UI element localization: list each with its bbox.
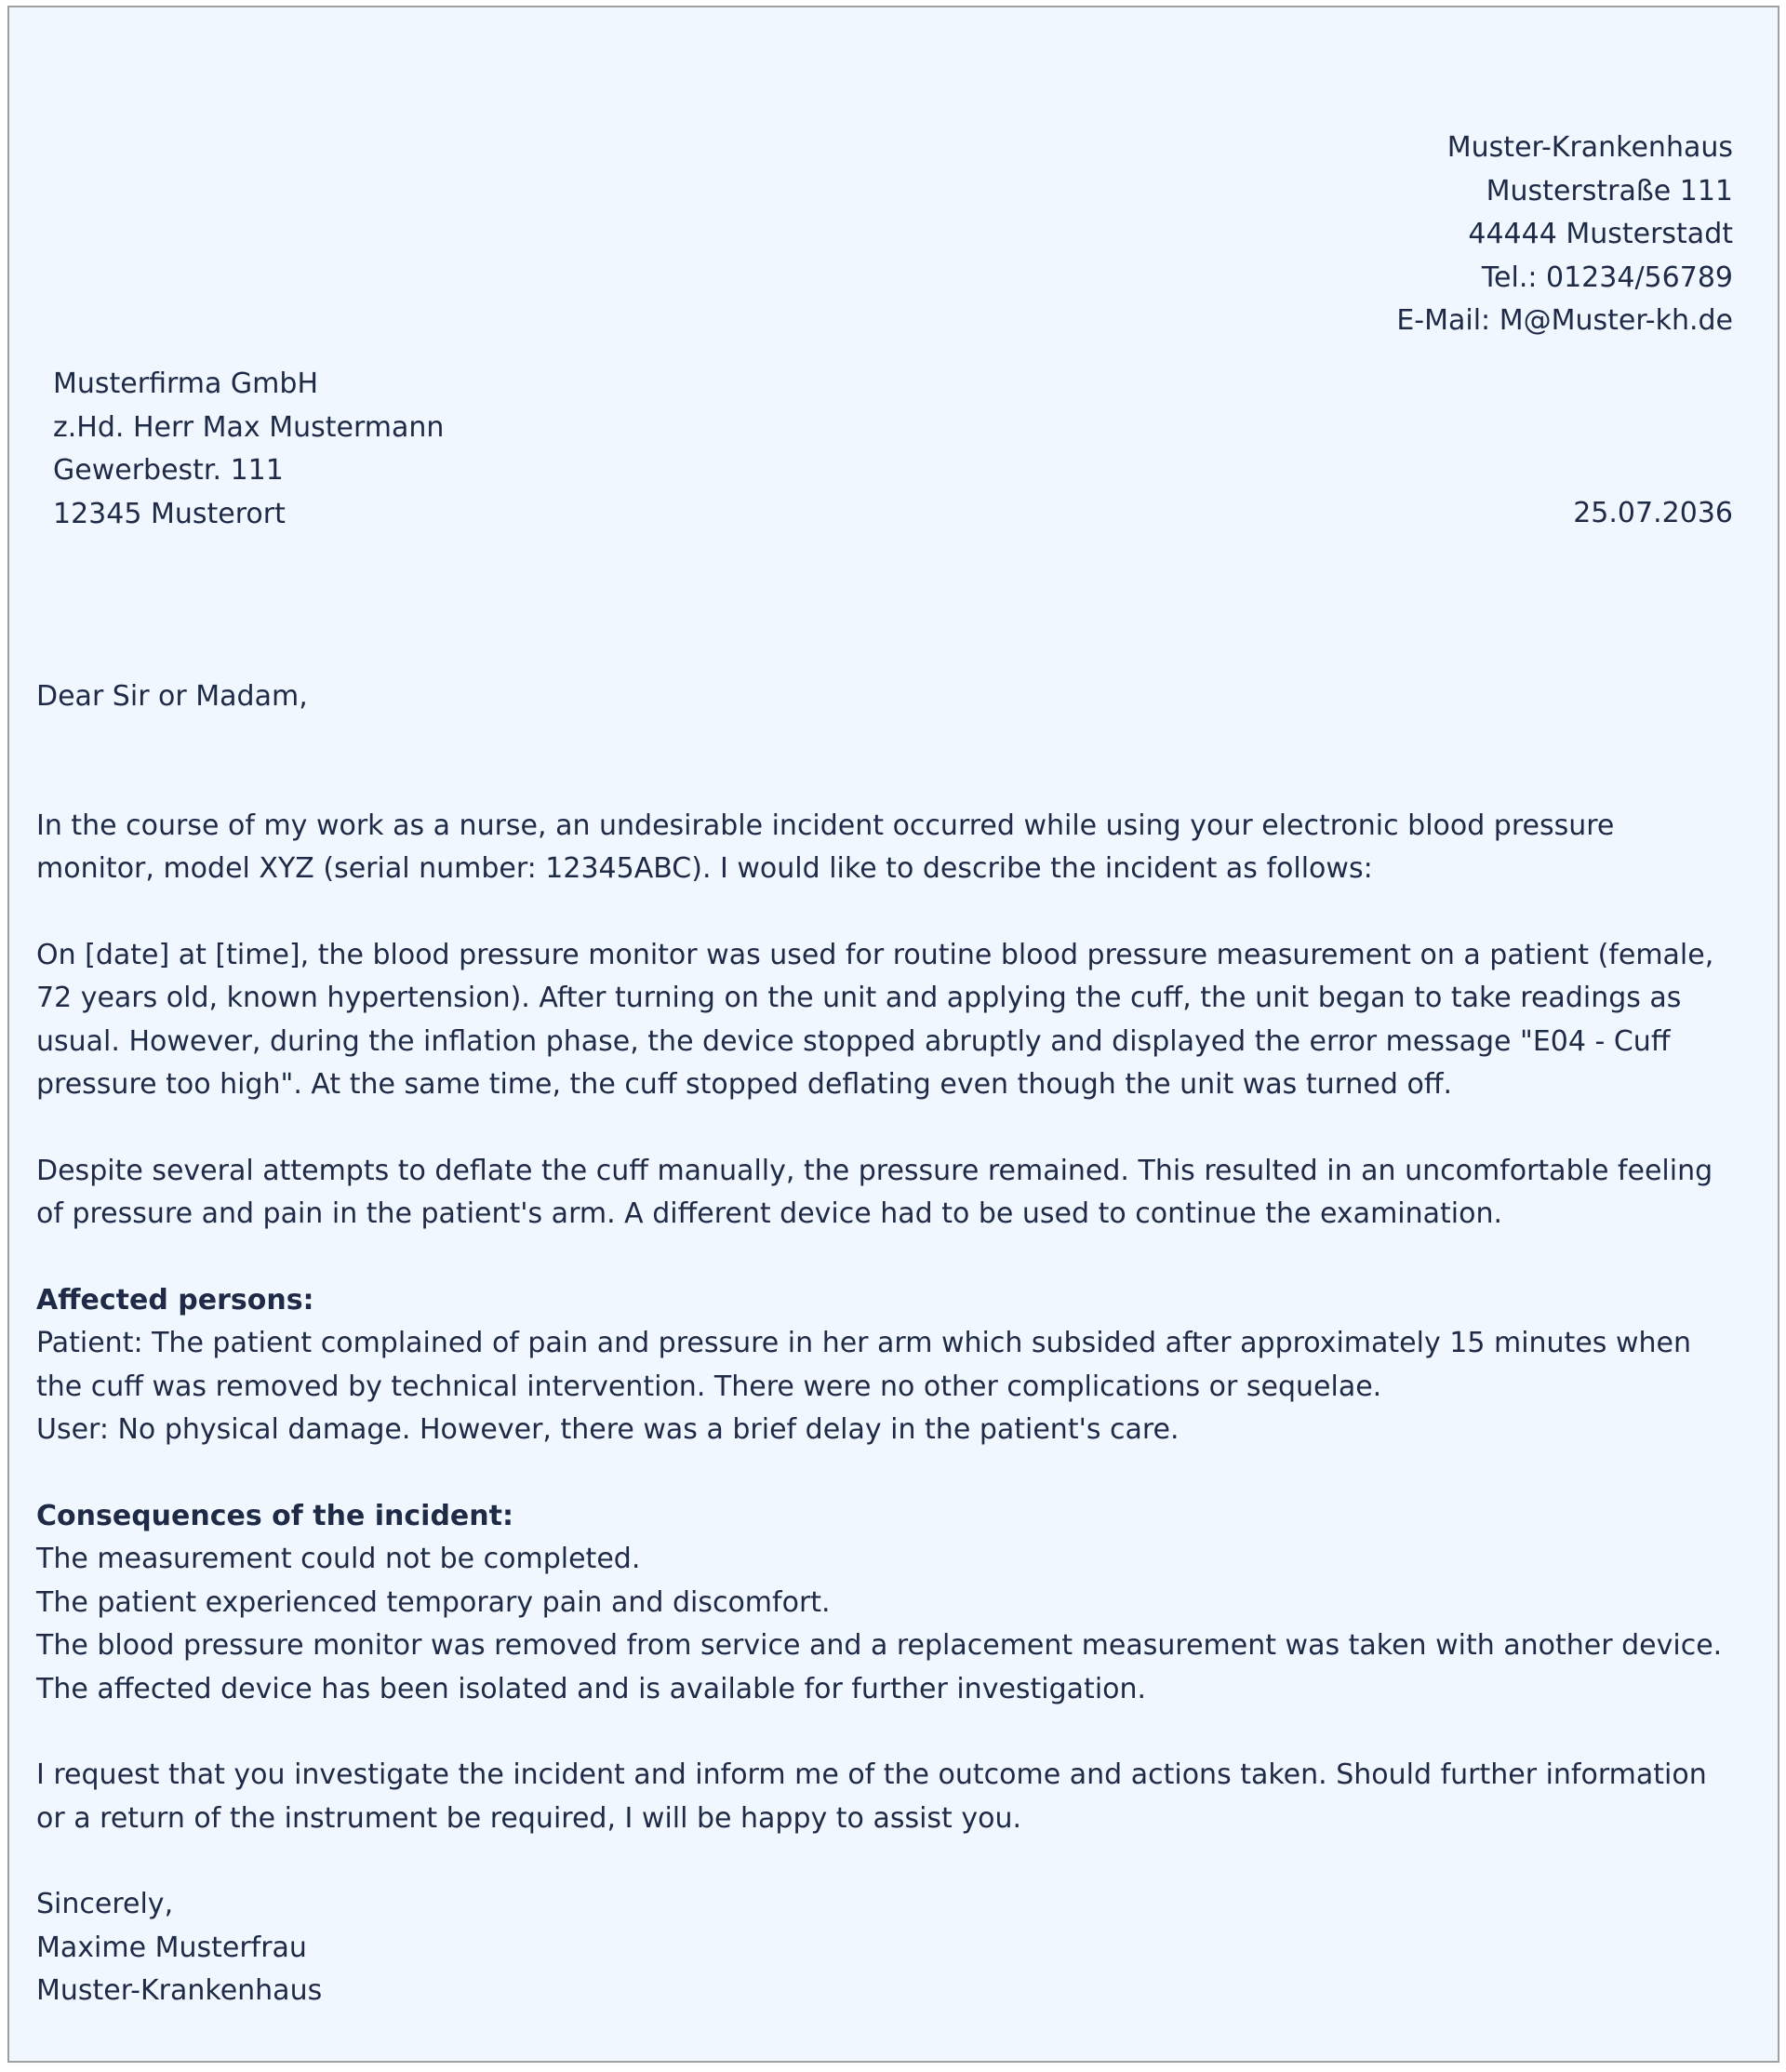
intro-paragraph (36, 805, 1761, 891)
letter-page (7, 6, 1779, 2063)
sender-phone: Tel.: 01234/56789 (1481, 261, 1733, 294)
sender-street: Musterstraße 111 (1486, 174, 1733, 207)
consequences-section (36, 1495, 1761, 1712)
affected-line: User: No physical damage. However, there was a brief delay in the patient's care. (36, 1413, 1180, 1446)
sender-address (1396, 127, 1733, 343)
affected-line: the cuff was removed by technical intervention. There were no other complications or sequelae. (36, 1370, 1382, 1403)
closing-phrase: Sincerely, (36, 1888, 174, 1920)
affected-line: Patient: The patient complained of pain and pressure in her arm which subsided after approximately 15 minutes when (36, 1327, 1691, 1359)
recipient-street: Gewerbestr. 111 (53, 454, 284, 487)
description-line: On [date] at [time], the blood pressure monitor was used for routine blood pressure measurement on a patient (female, (36, 938, 1714, 971)
affected-section (36, 1279, 1761, 1452)
signatory-organization: Muster-Krankenhaus (36, 1974, 323, 2007)
signatory-name: Maxime Musterfrau (36, 1931, 307, 1964)
description-line: pressure too high". At the same time, the cuff stopped deflating even though the unit was turned off. (36, 1068, 1453, 1101)
description-line: 72 years old, known hypertension). After turning on the unit and applying the cuff, the unit began to take readings as (36, 982, 1682, 1014)
letter-body (36, 675, 1761, 2013)
description-line: usual. However, during the inflation phase, the device stopped abruptly and displayed the error message "E04 - Cuff (36, 1024, 1671, 1058)
letter-date: 25.07.2036 (1573, 497, 1733, 529)
request-paragraph (36, 1754, 1761, 1840)
consequences-heading: Consequences of the incident: (36, 1499, 513, 1532)
recipient-company: Musterfirma GmbH (53, 368, 318, 400)
recipient-attention: z.Hd. Herr Max Mustermann (53, 410, 445, 444)
sender-email: E-Mail: M@Muster-kh.de (1396, 304, 1733, 337)
request-line: I request that you investigate the incident and inform me of the outcome and actions taken. Should further information (36, 1758, 1707, 1791)
attempts-line: of pressure and pain in the patient's arm. A different device had to be used to continue the examination. (36, 1197, 1503, 1230)
salutation: Dear Sir or Madam, (36, 680, 308, 713)
description-paragraph (36, 934, 1761, 1107)
affected-heading: Affected persons: (36, 1283, 314, 1317)
recipient-city: 12345 Musterort (53, 497, 286, 530)
intro-line: In the course of my work as a nurse, an undesirable incident occurred while using your electronic blood pressure (36, 809, 1615, 842)
attempts-line: Despite several attempts to deflate the cuff manually, the pressure remained. This resulted in an uncomfortable feeling (36, 1154, 1713, 1187)
consequences-line: The measurement could not be completed. (36, 1543, 641, 1575)
sender-city: 44444 Musterstadt (1468, 218, 1733, 250)
consequences-line: The blood pressure monitor was removed from service and a replacement measurement was taken with another device. (36, 1629, 1723, 1662)
sender-name: Muster-Krankenhaus (1446, 131, 1733, 164)
closing-block (36, 1883, 1761, 2013)
consequences-line: The patient experienced temporary pain and discomfort. (36, 1585, 831, 1619)
consequences-line: The affected device has been isolated and is available for further investigation. (36, 1672, 1147, 1705)
request-line: or a return of the instrument be required, I will be happy to assist you. (36, 1801, 1022, 1835)
intro-line: monitor, model XYZ (serial number: 12345ABC). I would like to describe the incident as follows: (36, 852, 1373, 885)
attempts-paragraph (36, 1150, 1761, 1237)
recipient-address (53, 363, 444, 536)
